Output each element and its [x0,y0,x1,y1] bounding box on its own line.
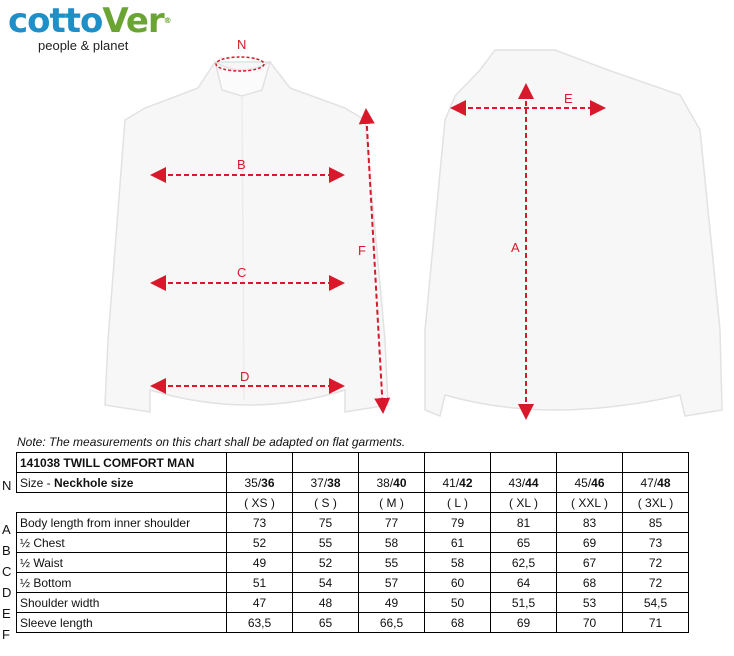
row-key-c: C [2,564,12,579]
value-cell: 65 [293,613,359,633]
row-label: Shoulder width [17,593,227,613]
value-cell: 71 [623,613,689,633]
row-key-a: A [2,522,11,537]
row-key-f: F [2,627,10,642]
letter-size-cell: ( 3XL ) [623,493,689,513]
measure-b-label: B [237,157,246,172]
value-cell: 54 [293,573,359,593]
value-cell: 70 [557,613,623,633]
letter-size-cell: ( XL ) [491,493,557,513]
table-row [17,573,689,593]
value-cell: 66,5 [359,613,425,633]
shirt-back-image [425,50,722,416]
row-label: Body length from inner shoulder [17,513,227,533]
measure-f-label: F [358,243,366,258]
value-cell: 85 [623,513,689,533]
measure-n-label: N [237,37,247,52]
value-cell: 65 [491,533,557,553]
neck-size-row [17,473,689,493]
size-chart-table [16,452,689,633]
letter-size-cell: ( XXL ) [557,493,623,513]
logo-wordmark: cottoVer® [8,1,171,41]
value-cell: 60 [425,573,491,593]
table-row [17,533,689,553]
row-label: Sleeve length [17,613,227,633]
value-cell: 58 [425,553,491,573]
row-key-d: D [2,585,12,600]
value-cell: 73 [623,533,689,553]
table-row [17,593,689,613]
value-cell: 68 [425,613,491,633]
value-cell: 55 [293,533,359,553]
value-cell: 83 [557,513,623,533]
value-cell: 49 [359,593,425,613]
letter-size-row [17,493,689,513]
measure-a-label: A [511,240,520,255]
value-cell: 64 [491,573,557,593]
value-cell: 51,5 [491,593,557,613]
value-cell: 58 [359,533,425,553]
measure-e-label: E [564,91,573,106]
letter-size-cell: ( L ) [425,493,491,513]
value-cell: 69 [491,613,557,633]
value-cell: 52 [293,553,359,573]
row-key-n: N [2,478,12,493]
shirt-front-image [105,62,388,412]
table-row [17,513,689,533]
letter-size-cell: ( M ) [359,493,425,513]
neck-size-cell: 43/44 [491,473,557,493]
value-cell: 69 [557,533,623,553]
value-cell: 61 [425,533,491,553]
neck-size-cell: 45/46 [557,473,623,493]
value-cell: 63,5 [227,613,293,633]
neck-size-cell: 41/42 [425,473,491,493]
value-cell: 67 [557,553,623,573]
value-cell: 50 [425,593,491,613]
value-cell: 55 [359,553,425,573]
logo-tagline: people & planet [38,38,129,53]
measure-c-label: C [237,265,247,280]
value-cell: 81 [491,513,557,533]
table-row [17,613,689,633]
value-cell: 48 [293,593,359,613]
value-cell: 72 [623,573,689,593]
neck-size-cell: 47/48 [623,473,689,493]
letter-size-cell: ( S ) [293,493,359,513]
neck-size-cell: 35/36 [227,473,293,493]
row-key-b: B [2,543,11,558]
value-cell: 54,5 [623,593,689,613]
letter-size-cell: ( XS ) [227,493,293,513]
value-cell: 51 [227,573,293,593]
row-label: ½ Waist [17,553,227,573]
value-cell: 68 [557,573,623,593]
value-cell: 79 [425,513,491,533]
neck-size-cell: 38/40 [359,473,425,493]
value-cell: 49 [227,553,293,573]
table-row [17,553,689,573]
row-key-e: E [2,606,11,621]
value-cell: 75 [293,513,359,533]
table-header-row [17,453,689,473]
measure-d-label: D [240,369,250,384]
product-name: 141038 TWILL COMFORT MAN [17,453,227,473]
value-cell: 73 [227,513,293,533]
value-cell: 47 [227,593,293,613]
neck-size-cell: 37/38 [293,473,359,493]
row-label: ½ Bottom [17,573,227,593]
value-cell: 62,5 [491,553,557,573]
measurement-note: Note: The measurements on this chart shall be adapted on flat garments. [17,435,406,449]
value-cell: 57 [359,573,425,593]
value-cell: 53 [557,593,623,613]
value-cell: 77 [359,513,425,533]
size-label: Size - Neckhole size [17,473,227,493]
row-label: ½ Chest [17,533,227,553]
value-cell: 72 [623,553,689,573]
value-cell: 52 [227,533,293,553]
